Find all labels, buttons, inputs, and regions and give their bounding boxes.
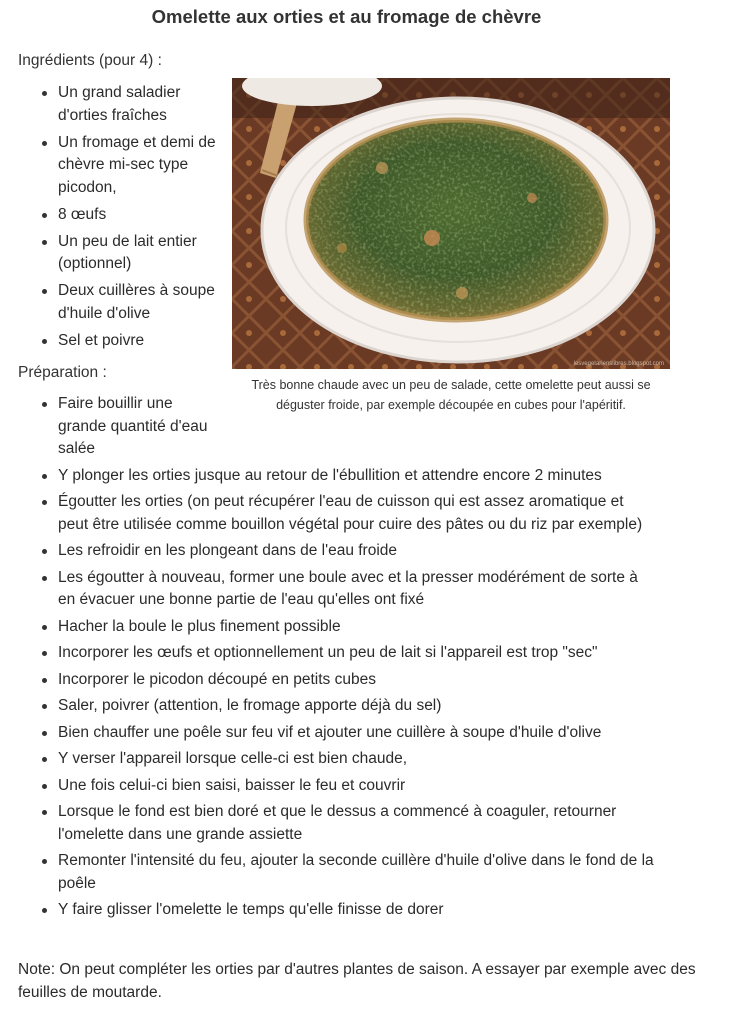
- list-item: Un peu de lait entier (optionnel): [18, 231, 218, 276]
- list-item: Y verser l'appareil lorsque celle-ci est bien chaude,: [18, 748, 658, 771]
- caption-line: Très bonne chaude avec un peu de salade, cette omelette peut aussi se: [251, 378, 651, 392]
- list-item: Hacher la boule le plus finement possible: [18, 616, 658, 639]
- list-item: Bien chauffer une poêle sur feu vif et ajouter une cuillère à soupe d'huile d'olive: [18, 722, 658, 745]
- preparation-heading: Préparation :: [18, 364, 107, 381]
- list-item: Y faire glisser l'omelette le temps qu'elle finisse de dorer: [18, 899, 658, 922]
- list-item: Les refroidir en les plongeant dans de l'eau froide: [18, 540, 658, 563]
- list-item: Remonter l'intensité du feu, ajouter la seconde cuillère d'huile d'olive dans le fond de la poêle: [18, 850, 658, 895]
- list-item: Y plonger les orties jusque au retour de l'ébullition et attendre encore 2 minutes: [18, 465, 658, 488]
- list-item: Incorporer les œufs et optionnellement un peu de lait si l'appareil est trop "sec": [18, 642, 658, 665]
- omelette-photo: [232, 78, 670, 369]
- omelette-image: [232, 78, 670, 369]
- list-item: Sel et poivre: [18, 330, 218, 353]
- ingredients-heading: Ingrédients (pour 4) :: [18, 52, 162, 69]
- list-item: Les égoutter à nouveau, former une boule avec et la presser modérément de sorte à en évacuer une bonne partie de l'eau qu'elles ont fixé: [18, 567, 658, 612]
- list-item: Deux cuillères à soupe d'huile d'olive: [18, 280, 218, 325]
- list-item: Saler, poivrer (attention, le fromage apporte déjà du sel): [18, 695, 658, 718]
- list-item: Égoutter les orties (on peut récupérer l'eau de cuisson qui est assez aromatique et peut être utilisée comme bouillon végétal pour cuire des pâtes ou du riz par exemple): [18, 491, 658, 536]
- list-item: Un grand saladier d'orties fraîches: [18, 82, 218, 127]
- list-item: Faire bouillir une grande quantité d'eau salée: [18, 393, 208, 461]
- list-item: Lorsque le fond est bien doré et que le dessus a commencé à coaguler, retourner l'omelette dans une grande assiette: [18, 801, 658, 846]
- page-title: Omelette aux orties et au fromage de chèvre: [151, 6, 542, 27]
- list-item: Un fromage et demi de chèvre mi-sec type picodon,: [18, 132, 218, 200]
- list-item: 8 œufs: [18, 204, 218, 227]
- list-item: Incorporer le picodon découpé en petits cubes: [18, 669, 658, 692]
- ingredients-list: [18, 82, 218, 357]
- preparation-list: [18, 393, 658, 926]
- recipe-note: Note: On peut compléter les orties par d'autres plantes de saison. A essayer par exemple avec des feuilles de moutarde.: [18, 961, 696, 1001]
- list-item: Une fois celui-ci bien saisi, baisser le feu et couvrir: [18, 775, 658, 798]
- photo-watermark: lesvegetarienslibres.blogspot.com: [573, 361, 664, 367]
- caption-line: déguster froide, par exemple découpée en cubes pour l'apéritif.: [276, 398, 626, 412]
